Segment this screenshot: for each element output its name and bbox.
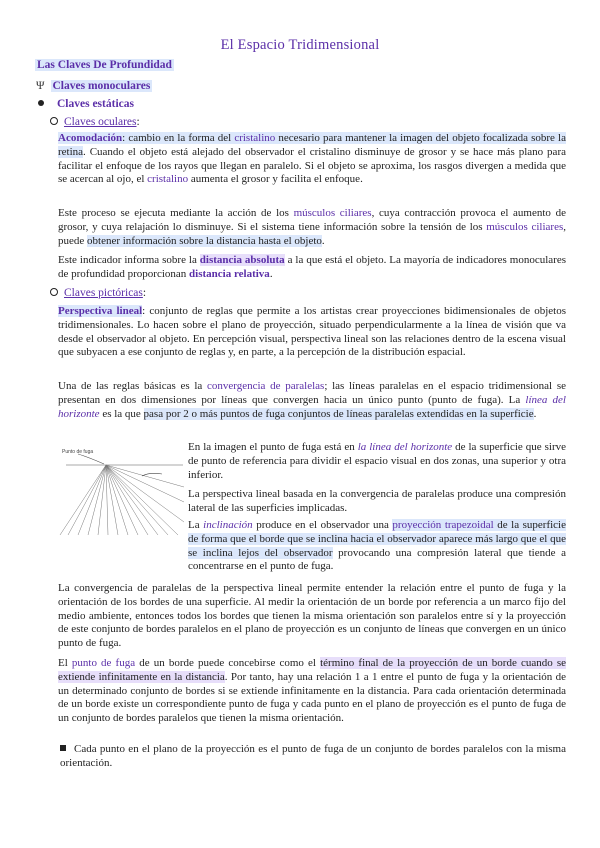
term-punto-fuga: punto de fuga [71, 657, 136, 669]
term-distancia-relativa: distancia relativa [189, 267, 270, 280]
paragraph-punto-fuga [58, 657, 566, 726]
arrow-icon [78, 454, 104, 464]
bullet-claves-estaticas [38, 98, 134, 110]
bullet-cada-punto [60, 743, 566, 771]
subsection-heading [36, 80, 152, 92]
text: . Por tanto, hay una relación 1 a 1 entre el punto de fuga y la orientación de un determinado conjunto de bordes si se extiende infinitamente en la distancia. Para cada orientación determinada de un borde existe un correspondiente punto de fuga y cada punto en el plano de proyección es el punto de fuga de un conjunto de bordes paralelos que tienen la misma orientación. [58, 670, 566, 725]
circle-bullet-icon [50, 117, 58, 125]
term-cristalino: cristalino [234, 132, 276, 144]
figure-label: Punto de fuga [62, 449, 94, 455]
sub-bullet-pictoricas [50, 287, 146, 299]
text: : conjunto de reglas que permite a los artistas crear proyecciones bidimensionales de objetos tridimensionales. Lo hacen sobre el plano de proyección, situado perpendicularmente a la línea de visión que va desde el observador al objeto. En percepción visual, perspectiva lineal son las relaciones dentro de la escena visual que subyacen a ese conjunto de reglas y, en parte, a la percepción de la distribución espacial. [58, 305, 566, 359]
paragraph-orientacion: La convergencia de paralelas de la perspectiva lineal permite entender la relación entre el punto de fuga y la orientación de los bordes de una superficie. Al medir la orientación de un borde por referencia a un marco fijo del medio ambiente, entonces todos los bordes que tienen la misma orientación son paralelos entre sí y la proyección de este conjunto de bordes paralelos en el plano de proyección es un conjunto de líneas que convergen en un único punto de fuga. [58, 582, 566, 650]
text: . [269, 267, 273, 280]
paragraph-perspectiva [58, 305, 566, 360]
highlight-text: obtener información sobre la distancia hasta el objeto [87, 234, 322, 247]
term-acomodacion: Acomodación [58, 132, 123, 144]
term-inclinacion: inclinación [203, 519, 253, 531]
figure-text-2: La perspectiva lineal basada en la convergencia de paralelas produce una compresión lateral de las superficies implicadas. [188, 488, 566, 514]
term-musculos: músculos ciliares [293, 207, 372, 219]
text: a la que está el objeto. La mayoría de indicadores monoculares de profundidad proporcionan [58, 254, 566, 280]
text: Una de las reglas básicas es la [58, 380, 207, 392]
psi-icon: Ψ [36, 80, 45, 92]
text: . [321, 234, 325, 247]
highlight-text: necesario para mantener la imagen del objeto focalizada sobre la retina [58, 132, 566, 158]
highlight-text: de la superficie de forma que el borde que se inclina hacia el observador aparece más largo que el que se inclina lejos del observador [188, 519, 566, 559]
sub-bullet-oculares [50, 116, 140, 128]
bullet-dot-icon [38, 100, 44, 106]
text: . Cuando el objeto está alejado del observador el cristalino disminuye de grosor y se hace más plano para facilitar el enfoque de los rayos que llegan en paralelo. Si el objeto se aproxima, los rasgos divergen a medida que se acercan al ojo, el [58, 145, 566, 186]
section-heading: Las Claves De Profundidad [37, 59, 172, 71]
term-convergencia: convergencia de paralelas [207, 380, 325, 392]
text: provocando una compresión lateral que tiende a concentrarse en el punto de fuga. [188, 546, 566, 573]
text: , puede [58, 220, 566, 247]
term-horizonte: la línea del horizonte [357, 441, 453, 453]
page-title: El Espacio Tridimensional [220, 37, 380, 53]
text: , cuya contracción provoca el aumento de grosor, y cuya relajación lo disminuye. Si el sistema tiene información sobre la tensión de los [58, 207, 566, 233]
text: : cambio en la forma del [122, 132, 235, 144]
figure-text-1 [188, 441, 566, 482]
term-proyeccion: proyección trapezoidal [392, 519, 494, 531]
text: Este indicador informa sobre la [58, 254, 200, 266]
oculares-label: Claves oculares [64, 116, 137, 128]
text: es la que [99, 407, 144, 420]
subsection-label: Claves monoculares [52, 80, 151, 92]
term-perspectiva-lineal: Perspectiva lineal [58, 305, 143, 317]
paragraph-acomodacion [58, 132, 566, 187]
convergence-lines [60, 465, 184, 535]
text: ; las líneas paralelas en el espacio tridimensional se presentan en dos dimensiones por líneas que convergen hacia un único punto (punto de fuga). La [58, 380, 566, 406]
text: Este proceso se ejecuta mediante la acción de los [58, 207, 294, 219]
figure-text-3 [188, 519, 566, 574]
pictoricas-label: Claves pictóricas [64, 287, 143, 299]
term-cristalino: cristalino [147, 173, 189, 186]
text: de la superficie que sirve de punto de referencia para dividir el espacio visual en dos zonas, una superior y otra inferior. [188, 441, 566, 481]
text: de un borde puede concebirse como el [135, 657, 321, 669]
perspective-figure [58, 442, 186, 537]
paragraph-convergencia [58, 380, 566, 421]
square-bullet-icon [60, 745, 66, 751]
text: La [188, 519, 204, 531]
term-horizonte: línea del horizonte [58, 393, 566, 420]
circle-bullet-icon [50, 288, 58, 296]
paragraph-musculos [58, 207, 566, 248]
paragraph-distancia [58, 254, 566, 282]
text: produce en el observador una [252, 519, 393, 531]
bullet-label: Claves estáticas [57, 98, 134, 110]
text: aumenta el grosor y facilita el enfoque. [188, 173, 363, 186]
text: El [58, 657, 72, 669]
arrow-icon [142, 473, 162, 476]
colon: : [136, 116, 140, 128]
term-distancia-absoluta: distancia absoluta [199, 254, 285, 266]
highlight-text: término final de la proyección de un borde cuando se extiende infinitamente en la distancia [58, 657, 566, 683]
text: En la imagen el punto de fuga está en [188, 441, 358, 453]
colon: : [142, 287, 147, 299]
highlight-text: pasa por 2 o más puntos de fuga conjuntos de líneas paralelas extendidas en la superficie [143, 407, 534, 420]
bullet-text: Cada punto en el plano de la proyección es el punto de fuga de un conjunto de bordes paralelos con la misma orientación. [60, 743, 566, 769]
term-musculos: músculos ciliares [486, 220, 564, 233]
text: . [533, 407, 537, 420]
